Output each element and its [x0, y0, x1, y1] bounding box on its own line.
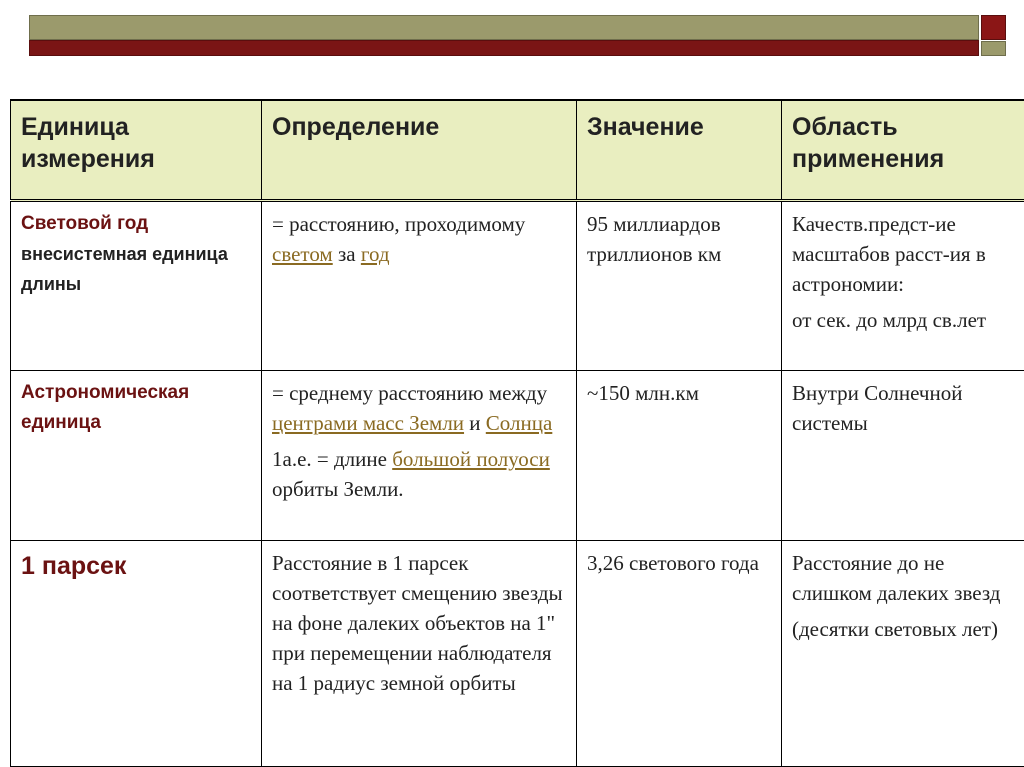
header-definition: Определение: [262, 100, 577, 201]
unit-subtitle: внесистемная единица длины: [21, 244, 228, 294]
header-area: Область применения: [782, 100, 1024, 201]
area-cell: [782, 541, 1024, 767]
link-year[interactable]: год: [360, 242, 390, 266]
value-cell: ~150 млн.км: [577, 371, 782, 541]
link-sun[interactable]: Солнца: [485, 411, 553, 435]
definition-paragraph: [272, 444, 566, 504]
units-table: [10, 99, 1024, 767]
table-row: [11, 201, 1024, 371]
link-light[interactable]: светом: [272, 242, 333, 266]
definition-text: = расстоянию, проходимому: [272, 212, 526, 236]
area-text: Внутри Солнечной системы: [792, 381, 963, 435]
value-cell: 95 миллиардов триллионов км: [577, 201, 782, 371]
definition-text: = среднему расстоянию между: [272, 381, 548, 405]
definition-text: и: [464, 411, 486, 435]
unit-cell: [11, 371, 262, 541]
corner-square-red: [981, 15, 1006, 40]
area-text: (десятки световых лет): [792, 617, 998, 641]
header-unit: Единица измерения: [11, 100, 262, 201]
table-header-row: [11, 100, 1024, 201]
definition-cell: Расстояние в 1 парсек соответствует смещению звезды на фоне далеких объектов на 1" при перемещении наблюдателя на 1 радиус земной орбиты: [262, 541, 577, 767]
header-bar-olive: [29, 15, 979, 40]
table-row: [11, 541, 1024, 767]
area-text: Расстояние до не слишком далеких звезд: [792, 551, 1001, 605]
header-value: Значение: [577, 100, 782, 201]
table-row: [11, 371, 1024, 541]
unit-cell: [11, 541, 262, 767]
definition-paragraph: [272, 378, 566, 438]
unit-title: Световой год: [21, 213, 149, 234]
link-centers-of-mass[interactable]: центрами масс Земли: [272, 411, 465, 435]
header-bar-red: [29, 40, 979, 56]
area-text: Качеств.предст-ие масштабов расст-ия в астрономии:: [792, 212, 986, 296]
corner-square-olive: [981, 41, 1006, 56]
definition-text: орбиты Земли.: [272, 477, 404, 501]
link-semi-major-axis[interactable]: большой полуоси: [392, 447, 550, 471]
definition-cell: [262, 371, 577, 541]
area-text: от сек. до млрд св.лет: [792, 308, 987, 332]
definition-text: за: [332, 242, 361, 266]
area-cell: [782, 371, 1024, 541]
definition-cell: [262, 201, 577, 371]
unit-title: 1 парсек: [21, 552, 127, 580]
unit-cell: [11, 201, 262, 371]
unit-title: Астрономическая единица: [21, 382, 190, 433]
area-cell: [782, 201, 1024, 371]
value-cell: 3,26 светового года: [577, 541, 782, 767]
definition-text: 1а.е. = длине: [272, 447, 393, 471]
